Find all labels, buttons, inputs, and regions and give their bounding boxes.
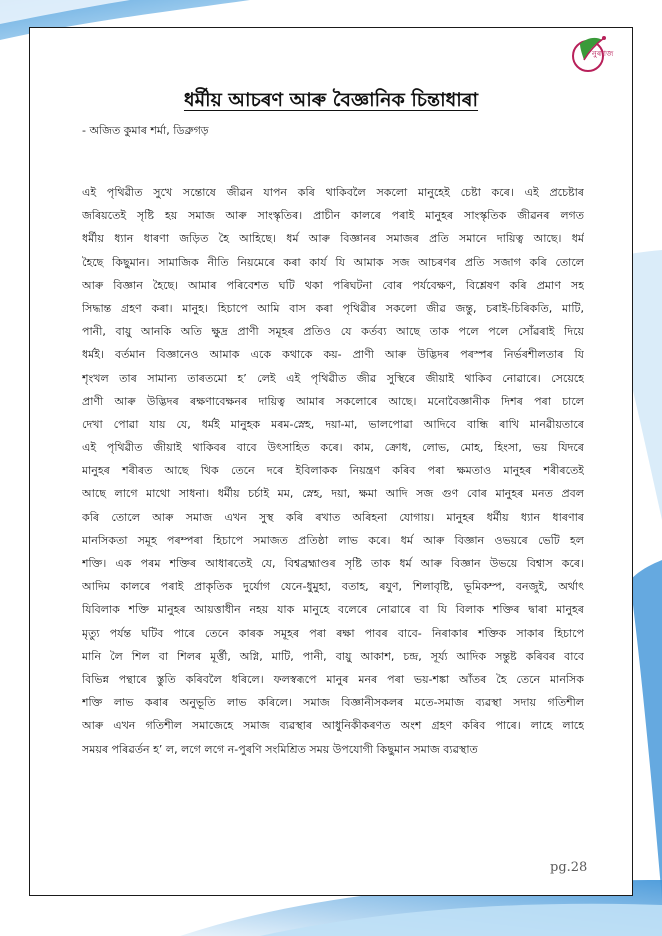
body-line: বিভিন্ন পন্থাৰে স্তুতি কৰিবলৈ ধৰিলে। ফলস্বৰূপে মানুৰ মনৰ পৰা ভয়-শঙ্কা আঁতৰ হৈ তেনে মানসিক	[82, 672, 584, 686]
body-line: ধৰ্মই। বৰ্তমান বিজ্ঞানেও আমাক একে কথাকে কয়- প্ৰাণী আৰু উদ্ভিদৰ পৰস্পৰ নিৰ্ভৰশীলতাৰ যি	[82, 348, 584, 362]
article-body	[82, 181, 584, 761]
body-line: হৈছে কিছুমান। সামাজিক নীতি নিয়মেৰে কৰা কাৰ্য যি আমাক সজ আচৰণৰ প্ৰতি সজাগ কৰি তোলে	[82, 255, 584, 269]
body-line: মানসিকতা সমূহ পৰম্পৰা হিচাপে সমাজত প্ৰতিষ্ঠা লাভ কৰে। ধৰ্ম আৰু বিজ্ঞান ওভয়ৰে ভেটি হল	[82, 533, 584, 547]
body-line: আছে লাগে মাথো সাধনা। ধৰ্মীয় চৰ্চাই মম, স্নেহ, দয়া, ক্ষমা আদি সজ গুণ বোৰ মানুহৰ মনত প্ৰবল	[82, 487, 584, 501]
body-line: আৰু বিজ্ঞান হৈছে। আমাৰ পৰিবেশত ঘটি থকা পৰিঘটনা বোৰ পৰ্যবেক্ষণ, বিশ্লেষণ কৰি প্ৰমাণ সহ	[82, 278, 584, 292]
body-line: সিদ্ধান্ত গ্ৰহণ কৰা। মানুহ। হিচাপে আমি বাস কৰা পৃথিৱীৰ সকলো জীৱ জন্তু, চৰাই-চিৰিকতি, মাটি,	[82, 301, 584, 315]
body-line: জৰিয়তেই সৃষ্টি হয় সমাজ আৰু সাংস্কৃতিৰ। প্ৰাচীন কালৰে পৰাই মানুহৰ সাংস্কৃতিক জীৱনৰ লগত	[82, 209, 584, 223]
body-line: মানি লৈ শিল বা শিলৰ মূৰ্ত্তী, অগ্নি, মাটি, পানী, বায়ু আকাশ, চন্দ্ৰ, সূৰ্য্য আদিক সন্তুষ্ট কৰিবৰ বাবে	[82, 649, 584, 663]
body-line: পানী, বায়ু আনকি অতি ক্ষুদ্ৰ প্ৰাণী সমূহৰ প্ৰতিও যে কৰ্তব্য আছে তাক পলে পলে সোঁৱৰাই দিয়ে	[82, 325, 584, 339]
body-line: এই পৃথিৱীত সুখে সন্তোষে জীৱন যাপন কৰি থাকিবলৈ সকলো মানুহেই চেষ্টা কৰে। এই প্ৰচেষ্টাৰ	[82, 186, 584, 199]
body-line: মানুহৰ শৰীৰত আছে থিক তেনে দৰে ইবিলাকক নিয়ন্ত্ৰণ কৰিব পৰা ক্ষমতাও মানুহৰ শৰীৰতেই	[82, 464, 584, 478]
body-line: আদিম কালৰে পৰাই প্ৰাকৃতিক দুৰ্যোগ যেনে-ধুমুহা, বতাহ, ৰযুণ, শিলাবৃষ্টি, ভূমিকম্প, বনজুই, অৰ্থাৎ	[82, 580, 584, 594]
body-line: ধৰ্মীয় ধ্যান ধাৰণা জড়িত হৈ আহিছে। ধৰ্ম আৰু বিজ্ঞানৰ সমাজৰ প্ৰতি সমানে দায়িত্ব আছে। ধৰ্ম	[82, 232, 584, 246]
article-title: ধৰ্মীয় আচৰণ আৰু বৈজ্ঞানিক চিন্তাধাৰা	[183, 89, 479, 111]
body-line: শৃংখল তাৰ সামান্য তাৰতমাে হ’ লেই এই পৃথিৱীত জীৱ সুস্থিৰে জীয়াই থাকিব নোৱাৰে। সেয়েহে	[82, 371, 584, 385]
body-line: আৰু এখন গতিশীল সমাজেহে সমাজ ব্যৱস্থাৰ আধুনিকীকৰণত অংশ গ্ৰহণ কৰিব পাৰে। লাহে লাহে	[82, 719, 584, 733]
body-line: দেখা পোৱা যায় যে, ধৰ্মই মানুহক মৰম-স্নেহ, দয়া-মা, ভালপোৱা আদিবে বান্ধি ৰাখি মানৱীয়তাৰে	[82, 417, 584, 431]
body-line: কৰি তোলে আৰু সমাজ এখন সুস্থ কৰি ৰখাত অৰিহনা যোগায়। মানুহৰ ধৰ্মীয় ধ্যান ধাৰণাৰ	[82, 510, 584, 524]
body-line: শক্তি। এক পৰম শক্তিৰ আধাৰতেই যে, বিশ্বব্ৰহ্মাণ্ডৰ সৃষ্টি তাক ধৰ্ম আৰু বিজ্ঞান উভয়ে বিশ্বাস কৰে।	[82, 557, 584, 570]
body-line: প্ৰাণী আৰু উদ্ভিদৰ ৰক্ষণাবেক্ষনৰ দায়িত্ব আমাৰ সকলোৰে আছে। মনোবৈজ্ঞানীক দিশৰ পৰা চালে	[82, 394, 584, 408]
logo-label: নুৰণজ	[592, 49, 614, 58]
body-line: সময়ৰ পৰিৱৰ্তন হ’ ল, লগে লগে ন-পুৰণি সংমিশ্ৰিত সময় উপযোগী কিছুমান সমাজ ব্যৱস্থাত	[82, 742, 478, 756]
page-number: pg.28	[550, 860, 588, 875]
article-author: - অজিত কুমাৰ শৰ্মা, ডিব্ৰুগড়	[82, 124, 209, 137]
body-line: এই পৃথিৱীত জীয়াই থাকিবৰ বাবে উৎসাহিত কৰে। কাম, ক্ৰোধ, লোভ, মোহ, হিংসা, ভয় যিদৰে	[82, 441, 584, 455]
body-line: শক্তি লাভ কৰাৰ অনুভূতি লাভ কৰিলে। সমাজ বিজ্ঞানীসকলৰ মতে-সমাজ ব্যৱস্থা সদায় গতিশীল	[82, 696, 584, 710]
body-line: যিবিলাক শক্তি মানুহৰ আয়ত্তাধীন নহয় যাক মানুহে বলেৰে নোৱাৰে বা যি বিলাক শক্তিৰ দ্বাৰা মানুহৰ	[82, 603, 584, 617]
body-line: মৃত্যু পৰ্যন্ত ঘটিব পাৰে তেনে কাৰক সমূহৰ পৰা ৰক্ষা পাবৰ বাবে- নিৰাকাৰ শক্তিক সাকাৰ হিচাপে	[82, 626, 584, 640]
